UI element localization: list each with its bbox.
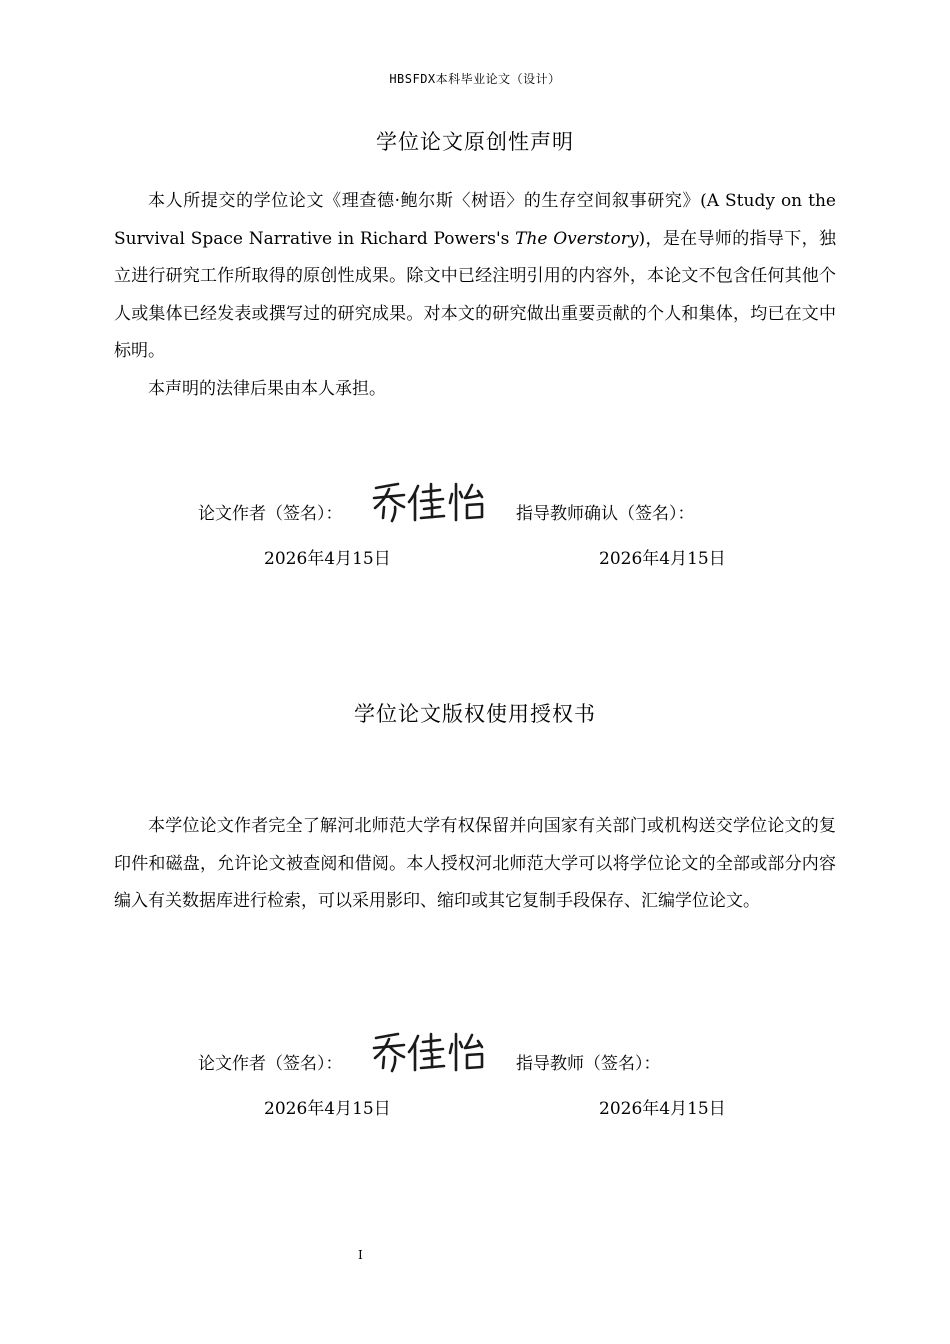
author-handwritten-signature (370, 1030, 488, 1074)
advisor-confirm-signature-label: 指导教师确认（签名）： (516, 504, 695, 524)
copyright-authorization-title: 学位论文版权使用授权书 (354, 702, 596, 726)
author-sign-date: 2026年4月15日 (264, 549, 391, 569)
authorization-paragraph: 本学位论文作者完全了解河北师范大学有权保留并向国家有关部门或机构送交学位论文的复印件和磁盘，允许论文被查阅和借阅。本人授权河北师范大学可以将学位论文的全部或部分内容编入有关数据库进行检索，可以采用影印、缩印或其它复制手段保存、汇编学位论文。 (114, 816, 836, 911)
advisor-sign-date: 2026年4月15日 (599, 1099, 726, 1119)
author-signature-label: 论文作者（签名）： (198, 1054, 343, 1074)
author-sign-date: 2026年4月15日 (264, 1099, 391, 1119)
author-handwritten-signature (370, 480, 488, 524)
originality-declaration-title: 学位论文原创性声明 (376, 130, 574, 154)
copyright-signature-row (198, 1030, 838, 1078)
legal-consequence-paragraph: 本声明的法律后果由本人承担。 (148, 378, 386, 399)
book-title-italic: The Overstory (515, 228, 639, 249)
originality-declaration-body (114, 183, 836, 408)
running-header: HBSFDX本科毕业论文（设计） (389, 72, 561, 86)
author-signature-label: 论文作者（签名）： (198, 504, 343, 524)
advisor-signature-label: 指导教师（签名）： (516, 1054, 661, 1074)
page-number: I (358, 1248, 363, 1262)
originality-signature-row (198, 480, 838, 528)
declaration-text-b: )，是在导师的指导下，独立进行研究工作所取得的原创性成果。除文中已经注明引用的内容外，本论文不包含任何其他个人或集体已经发表或撰写过的研究成果。对本文的研究做出重要贡献的个人和集体，均已在文中标明。 (114, 228, 836, 361)
copyright-authorization-body (114, 808, 836, 921)
declaration-paragraph (114, 183, 836, 371)
declaration-text-a: 本人所提交的学位论文《理查德·鲍尔斯〈树语〉的生存空间叙事研究》(A Study on the Survival Space Narrative in Richard Powers's (114, 191, 836, 249)
advisor-sign-date: 2026年4月15日 (599, 549, 726, 569)
